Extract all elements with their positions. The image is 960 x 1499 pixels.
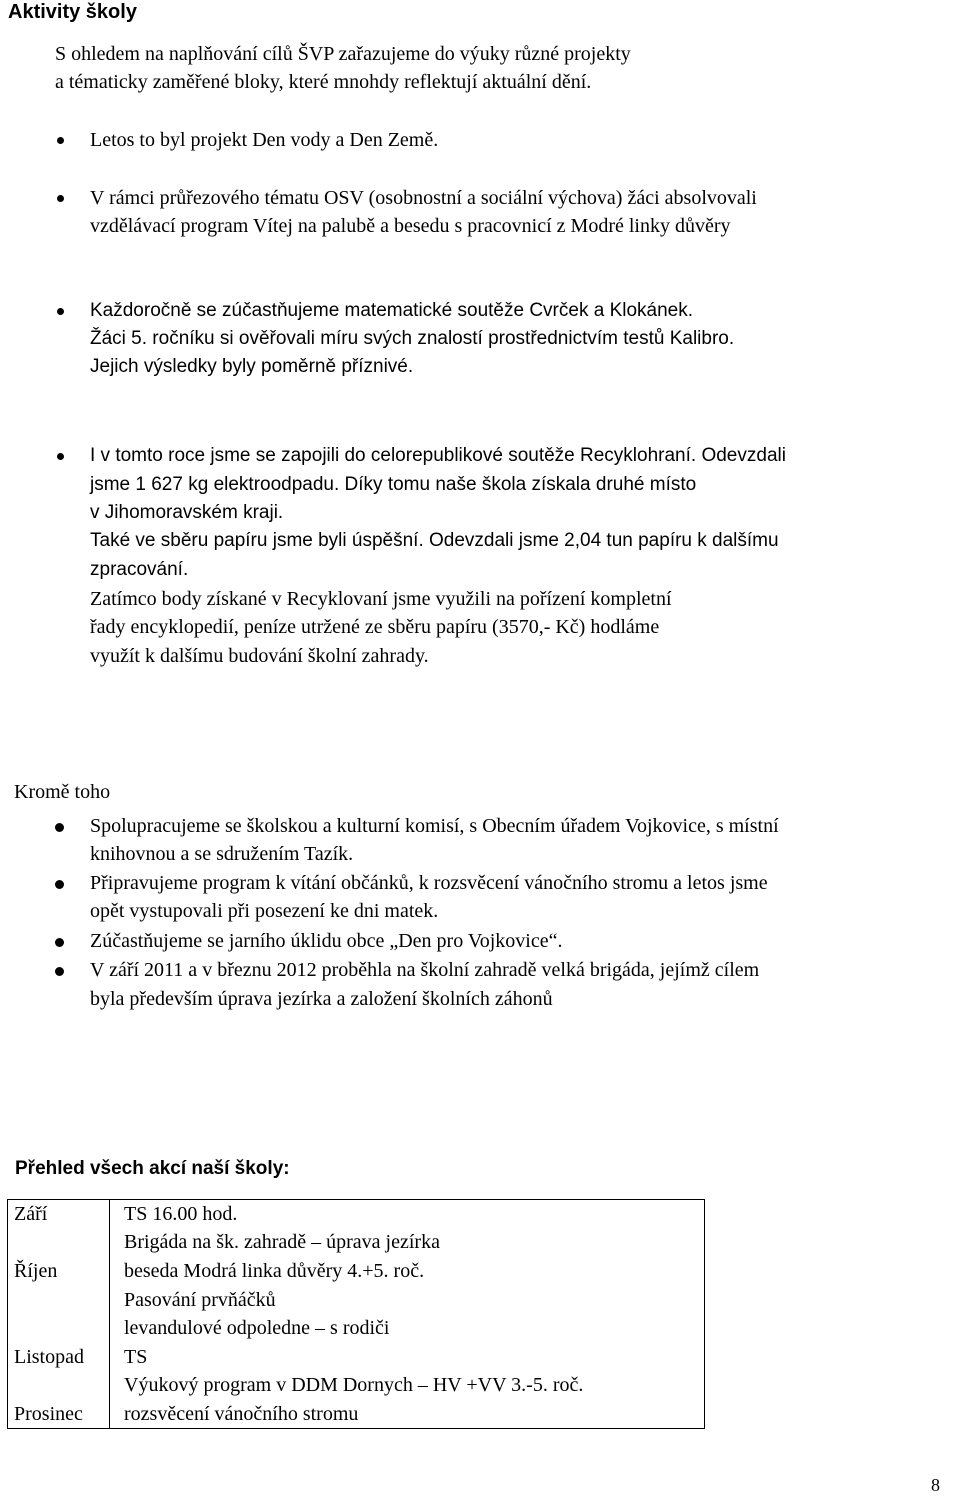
bullet-line: využít k dalšímu budování školní zahrady. <box>90 645 429 667</box>
bullet-line: Každoročně se zúčastňujeme matematické soutěže Cvrček a Klokánek. <box>90 300 694 321</box>
bullet-line: v Jihomoravském kraji. <box>90 502 284 523</box>
bullet-line: Jejich výsledky byly poměrně příznivé. <box>90 356 414 377</box>
bullet-icon <box>57 453 64 460</box>
table-divider <box>109 1200 110 1428</box>
bullet-line: vzdělávací program Vítej na palubě a besedu s pracovnicí z Modré linky důvěry <box>90 215 731 237</box>
bullet-icon <box>57 137 64 144</box>
page-number: 8 <box>931 1475 940 1495</box>
bullet-line: Zatímco body získané v Recyklovaní jsme využili na pořízení kompletní <box>90 588 672 610</box>
bullet-line: Letos to byl projekt Den vody a Den Země. <box>90 129 439 151</box>
bullet-line: řady encyklopedií, peníze utržené ze sběru papíru (3570,- Kč) hodláme <box>90 616 660 638</box>
bullet-icon <box>55 938 64 947</box>
bullet-icon <box>57 195 64 202</box>
event-cell: Brigáda na šk. zahradě – úprava jezírka <box>124 1231 440 1253</box>
month-cell-october: Říjen <box>14 1260 58 1282</box>
event-cell: beseda Modrá linka důvěry 4.+5. roč. <box>124 1260 425 1282</box>
bullet-line: Zúčastňujeme se jarního úklidu obce „Den pro Vojkovice“. <box>90 930 563 952</box>
bullet-line: V rámci průřezového tématu OSV (osobnostní a sociální výchova) žáci absolvovali <box>90 187 757 209</box>
bullet-line: I v tomto roce jsme se zapojili do celorepublikové soutěže Recyklohraní. Odevzdali <box>90 445 786 466</box>
besides-title: Kromě toho <box>14 781 111 803</box>
bullet-line: jsme 1 627 kg elektroodpadu. Díky tomu naše škola získala druhé místo <box>90 474 697 495</box>
event-cell: rozsvěcení vánočního stromu <box>124 1403 359 1425</box>
bullet-line: byla především úprava jezírka a založení školních záhonů <box>90 988 553 1010</box>
schedule-table <box>7 1199 705 1429</box>
bullet-line: Také ve sběru papíru jsme byli úspěšní. Odevzdali jsme 2,04 tun papíru k dalšímu <box>90 530 779 551</box>
bullet-line: Připravujeme program k vítání občánků, k rozsvěcení vánočního stromu a letos jsme <box>90 872 768 894</box>
event-cell: TS 16.00 hod. <box>124 1203 238 1225</box>
bullet-line: V září 2011 a v březnu 2012 proběhla na školní zahradě velká brigáda, jejímž cílem <box>90 959 760 981</box>
bullet-line: Spolupracujeme se školskou a kulturní komisí, s Obecním úřadem Vojkovice, s místní <box>90 815 779 837</box>
bullet-line: zpracování. <box>90 559 189 580</box>
intro-line: a tématicky zaměřené bloky, které mnohdy reflektují aktuální dění. <box>55 71 592 93</box>
event-cell: Pasování prvňáčků <box>124 1289 276 1311</box>
bullet-line: opět vystupovali při posezení ke dni matek. <box>90 900 439 922</box>
month-cell-september: Září <box>14 1203 48 1225</box>
page-heading: Aktivity školy <box>8 1 137 23</box>
bullet-icon <box>55 967 64 976</box>
bullet-line: knihovnou a se sdružením Tazík. <box>90 843 354 865</box>
bullet-line: Žáci 5. ročníku si ověřovali míru svých znalostí prostřednictvím testů Kalibro. <box>90 328 735 349</box>
intro-line: S ohledem na naplňování cílů ŠVP zařazujeme do výuky různé projekty <box>55 43 631 65</box>
event-cell: levandulové odpoledne – s rodiči <box>124 1317 390 1339</box>
overview-title: Přehled všech akcí naší školy: <box>15 1158 290 1179</box>
event-cell: Výukový program v DDM Dornych – HV +VV 3.-5. roč. <box>124 1374 584 1396</box>
event-cell: TS <box>124 1346 148 1368</box>
month-cell-november: Listopad <box>14 1346 84 1368</box>
bullet-icon <box>55 823 64 832</box>
bullet-icon <box>57 308 64 315</box>
bullet-icon <box>55 880 64 889</box>
month-cell-december: Prosinec <box>14 1403 83 1425</box>
